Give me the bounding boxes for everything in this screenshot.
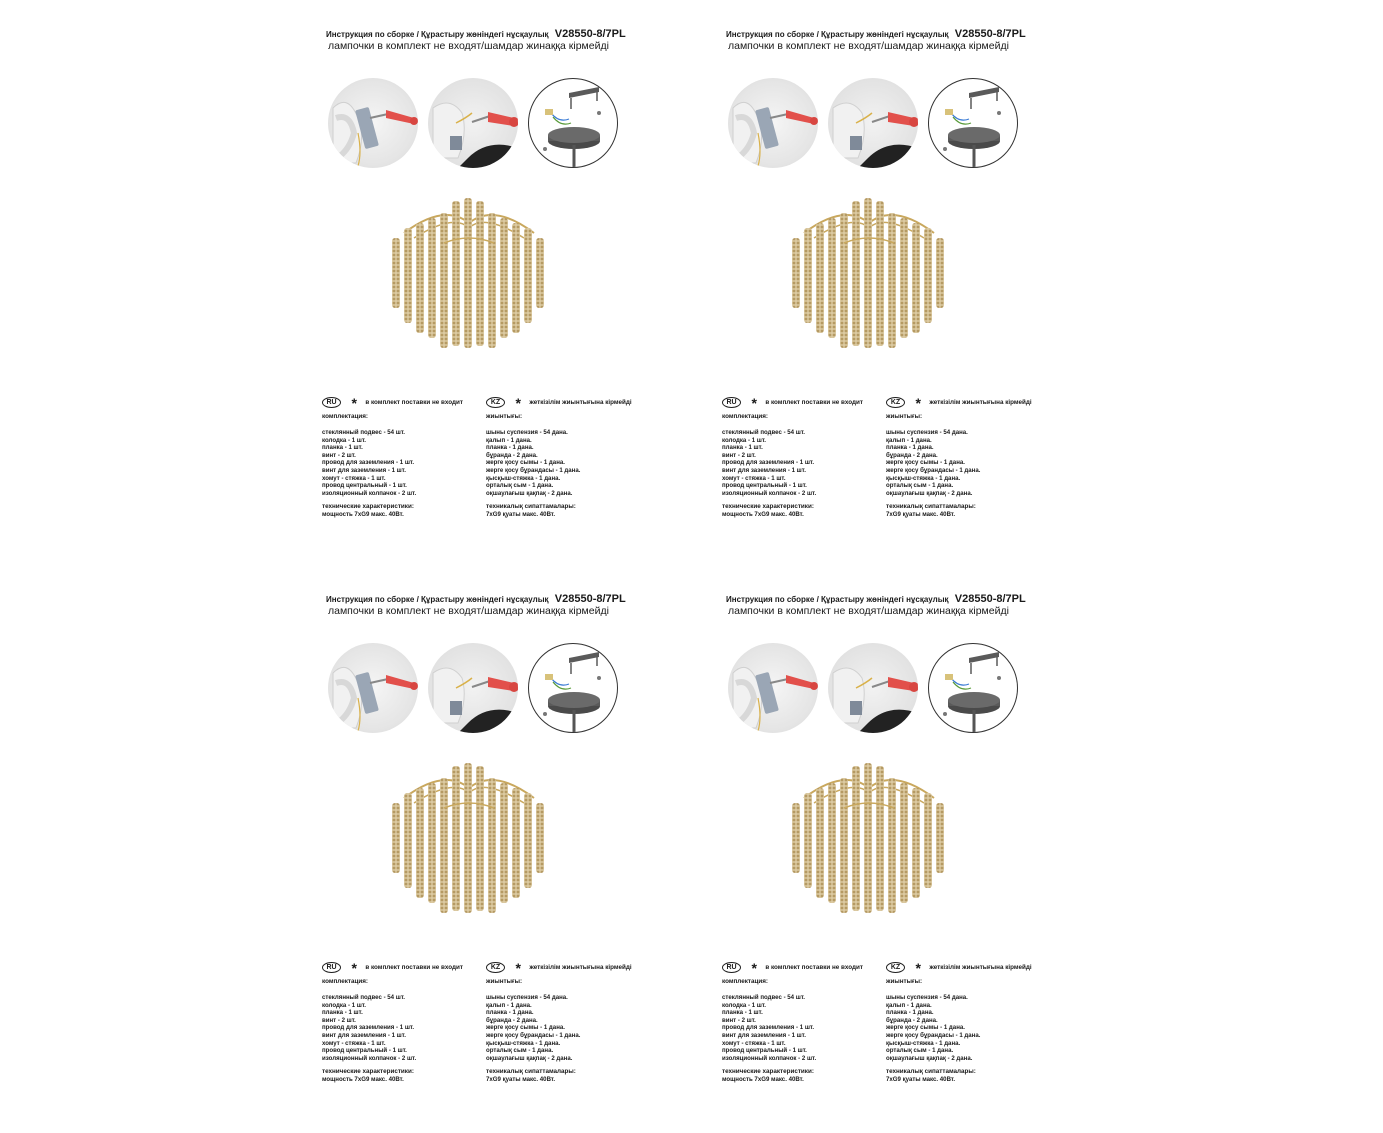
- step-1-photo: [728, 78, 818, 168]
- step-1-photo: [728, 643, 818, 733]
- ru-spec-title: технические характеристики:: [322, 503, 414, 511]
- kz-item: орталық сым - 1 дана.: [886, 482, 954, 490]
- kz-item: планка - 1 дана.: [486, 444, 534, 452]
- kz-item: шыны суспензия - 54 дана.: [486, 994, 568, 1001]
- ru-item: изоляционный колпачок - 2 шт.: [722, 1054, 817, 1062]
- asterisk-icon: *: [515, 959, 521, 976]
- kz-column: [886, 959, 1066, 1084]
- ru-items-list: [722, 994, 882, 1062]
- kz-set-title: жиынтығы:: [886, 413, 923, 420]
- screwdriver-terminal-icon: [828, 78, 918, 168]
- kz-item: қалып - 1 дана.: [486, 436, 532, 444]
- ru-item: колодка - 1 шт.: [322, 436, 366, 444]
- mounting-bracket-diagram-icon: [529, 79, 618, 168]
- kz-spec-value: 7xG9 қуаты макс. 40Вт.: [486, 1076, 556, 1084]
- kz-item: жерге қосу бұрандасы - 1 дана.: [486, 466, 581, 474]
- instruction-panel-2: [722, 28, 1082, 568]
- kz-items-list: [886, 429, 1066, 497]
- ru-item: винт для заземления - 1 шт.: [322, 1031, 406, 1039]
- kz-spec-value: 7xG9 қуаты макс. 40Вт.: [486, 511, 556, 519]
- ru-spec-value: мощность 7xG9 макс. 40Вт.: [722, 511, 804, 519]
- kz-item: шыны суспензия - 54 дана.: [486, 429, 568, 436]
- ru-set-title: комплектация:: [322, 978, 368, 985]
- ru-item: планка - 1 шт.: [722, 1009, 763, 1017]
- screwdriver-wiring-icon: [728, 643, 818, 733]
- ru-item: стеклянный подвес - 54 шт.: [322, 429, 405, 436]
- ru-item: колодка - 1 шт.: [722, 1001, 766, 1009]
- step-2-photo: [828, 78, 918, 168]
- ru-item: винт - 2 шт.: [722, 1016, 756, 1024]
- screwdriver-wiring-icon: [328, 643, 418, 733]
- ru-not-included-note: в комплект поставки не входит: [365, 399, 463, 407]
- kz-spec-value: 7xG9 қуаты макс. 40Вт.: [886, 1076, 956, 1084]
- kz-item: қалып - 1 дана.: [886, 436, 932, 444]
- kz-item: қалып - 1 дана.: [886, 1001, 932, 1009]
- ru-not-included-note: в комплект поставки не входит: [765, 399, 863, 407]
- bulbs-note: лампочки в комплект не входят/шамдар жинаққа кірмейді: [728, 40, 1009, 52]
- kz-badge: KZ: [486, 962, 505, 973]
- screwdriver-terminal-icon: [428, 78, 518, 168]
- ru-set-title: комплектация:: [722, 413, 768, 420]
- instruction-title: Инструкция по сборке / Құрастыру жөніндегі нұсқаулық: [726, 30, 949, 39]
- ru-item: стеклянный подвес - 54 шт.: [722, 994, 805, 1001]
- kz-legend: [486, 959, 666, 976]
- model-number: V28550-8/7PL: [954, 593, 1026, 605]
- kz-item: планка - 1 дана.: [486, 1009, 534, 1017]
- chandelier-illustration: [384, 758, 554, 918]
- kz-badge: KZ: [486, 397, 505, 408]
- kz-column: [886, 394, 1066, 519]
- ru-item: провод центральный - 1 шт.: [322, 482, 407, 490]
- bulbs-note: лампочки в комплект не входят/шамдар жинаққа кірмейді: [728, 605, 1009, 617]
- step-3-diagram: [928, 78, 1018, 168]
- asterisk-icon: *: [351, 959, 357, 976]
- kz-item: орталық сым - 1 дана.: [486, 1047, 554, 1055]
- ru-item: хомут - стяжка - 1 шт.: [722, 474, 786, 482]
- ru-item: изоляционный колпачок - 2 шт.: [322, 489, 417, 497]
- ru-column: [722, 959, 882, 1084]
- kz-item: бұранда - 2 дана.: [886, 451, 938, 459]
- ru-not-included-note: в комплект поставки не входит: [365, 964, 463, 972]
- ru-column: [322, 394, 482, 519]
- kz-spec-title: техникалық сипаттамалары:: [486, 1068, 576, 1076]
- ru-badge: RU: [322, 397, 341, 408]
- model-number: V28550-8/7PL: [954, 28, 1026, 40]
- ru-legend: [722, 959, 882, 976]
- kz-item: қысқыш-стяжка - 1 дана.: [886, 474, 961, 482]
- model-number: V28550-8/7PL: [554, 28, 626, 40]
- instruction-panel-3: [322, 593, 682, 1133]
- ru-item: провод для заземления - 1 шт.: [722, 459, 815, 467]
- kz-item: қысқыш-стяжка - 1 дана.: [486, 474, 561, 482]
- kz-item: оқшаулағыш қақпақ - 2 дана.: [886, 1054, 973, 1062]
- chandelier-illustration: [784, 758, 954, 918]
- kz-items-list: [486, 429, 666, 497]
- ru-spec-value: мощность 7xG9 макс. 40Вт.: [322, 1076, 404, 1084]
- ru-item: провод для заземления - 1 шт.: [322, 1024, 415, 1032]
- ru-item: изоляционный колпачок - 2 шт.: [722, 489, 817, 497]
- ru-item: провод центральный - 1 шт.: [722, 1047, 807, 1055]
- asterisk-icon: *: [751, 959, 757, 976]
- bulbs-note: лампочки в комплект не входят/шамдар жинаққа кірмейді: [328, 605, 609, 617]
- ru-set-title: комплектация:: [322, 413, 368, 420]
- ru-item: изоляционный колпачок - 2 шт.: [322, 1054, 417, 1062]
- ru-spec-value: мощность 7xG9 макс. 40Вт.: [722, 1076, 804, 1084]
- kz-item: оқшаулағыш қақпақ - 2 дана.: [486, 489, 573, 497]
- kz-item: жерге қосу сымы - 1 дана.: [886, 1024, 965, 1032]
- kz-items-list: [886, 994, 1066, 1062]
- asterisk-icon: *: [351, 394, 357, 411]
- kz-spec-title: техникалық сипаттамалары:: [886, 1068, 976, 1076]
- kz-not-included-note: жеткізілім жиынтығына кірмейді: [529, 964, 632, 972]
- ru-item: хомут - стяжка - 1 шт.: [722, 1039, 786, 1047]
- kz-item: қысқыш-стяжка - 1 дана.: [486, 1039, 561, 1047]
- mounting-bracket-diagram-icon: [529, 644, 618, 733]
- ru-items-list: [722, 429, 882, 497]
- kz-not-included-note: жеткізілім жиынтығына кірмейді: [929, 399, 1032, 407]
- bulbs-note: лампочки в комплект не входят/шамдар жинаққа кірмейді: [328, 40, 609, 52]
- ru-item: винт для заземления - 1 шт.: [722, 1031, 806, 1039]
- ru-items-list: [322, 429, 482, 497]
- kz-set-title: жиынтығы:: [486, 978, 523, 985]
- ru-badge: RU: [722, 397, 741, 408]
- ru-item: винт для заземления - 1 шт.: [322, 466, 406, 474]
- kz-item: планка - 1 дана.: [886, 444, 934, 452]
- kz-item: жерге қосу бұрандасы - 1 дана.: [486, 1031, 581, 1039]
- kz-item: орталық сым - 1 дана.: [486, 482, 554, 490]
- kz-spec-value: 7xG9 қуаты макс. 40Вт.: [886, 511, 956, 519]
- kz-items-list: [486, 994, 666, 1062]
- kz-legend: [886, 959, 1066, 976]
- step-1-photo: [328, 78, 418, 168]
- kz-badge: KZ: [886, 962, 905, 973]
- kz-item: қалып - 1 дана.: [486, 1001, 532, 1009]
- ru-spec-title: технические характеристики:: [722, 1068, 814, 1076]
- kz-badge: KZ: [886, 397, 905, 408]
- ru-item: стеклянный подвес - 54 шт.: [322, 994, 405, 1001]
- ru-item: колодка - 1 шт.: [722, 436, 766, 444]
- ru-item: хомут - стяжка - 1 шт.: [322, 474, 386, 482]
- kz-column: [486, 959, 666, 1084]
- model-number: V28550-8/7PL: [554, 593, 626, 605]
- ru-spec-title: технические характеристики:: [722, 503, 814, 511]
- ru-item: провод для заземления - 1 шт.: [322, 459, 415, 467]
- kz-item: бұранда - 2 дана.: [886, 1016, 938, 1024]
- ru-item: винт - 2 шт.: [722, 451, 756, 459]
- step-3-diagram: [928, 643, 1018, 733]
- ru-items-list: [322, 994, 482, 1062]
- ru-badge: RU: [722, 962, 741, 973]
- instruction-title: Инструкция по сборке / Құрастыру жөніндегі нұсқаулық: [326, 30, 549, 39]
- ru-item: планка - 1 шт.: [722, 444, 763, 452]
- ru-item: винт - 2 шт.: [322, 1016, 356, 1024]
- screwdriver-wiring-icon: [328, 78, 418, 168]
- ru-item: планка - 1 шт.: [322, 444, 363, 452]
- kz-item: шыны суспензия - 54 дана.: [886, 429, 968, 436]
- kz-spec-title: техникалық сипаттамалары:: [886, 503, 976, 511]
- step-3-diagram: [528, 643, 618, 733]
- asterisk-icon: *: [915, 959, 921, 976]
- ru-item: провод центральный - 1 шт.: [722, 482, 807, 490]
- ru-legend: [322, 959, 482, 976]
- mounting-bracket-diagram-icon: [929, 644, 1018, 733]
- kz-set-title: жиынтығы:: [486, 413, 523, 420]
- kz-item: бұранда - 2 дана.: [486, 451, 538, 459]
- kz-item: шыны суспензия - 54 дана.: [886, 994, 968, 1001]
- chandelier-illustration: [384, 193, 554, 353]
- ru-item: винт - 2 шт.: [322, 451, 356, 459]
- step-2-photo: [828, 643, 918, 733]
- step-3-diagram: [528, 78, 618, 168]
- kz-item: орталық сым - 1 дана.: [886, 1047, 954, 1055]
- instruction-title: Инструкция по сборке / Құрастыру жөніндегі нұсқаулық: [726, 595, 949, 604]
- ru-item: провод центральный - 1 шт.: [322, 1047, 407, 1055]
- screwdriver-wiring-icon: [728, 78, 818, 168]
- kz-item: оқшаулағыш қақпақ - 2 дана.: [486, 1054, 573, 1062]
- kz-item: жерге қосу сымы - 1 дана.: [886, 459, 965, 467]
- asterisk-icon: *: [915, 394, 921, 411]
- instruction-panel-4: [722, 593, 1082, 1133]
- kz-item: қысқыш-стяжка - 1 дана.: [886, 1039, 961, 1047]
- kz-item: планка - 1 дана.: [886, 1009, 934, 1017]
- ru-item: планка - 1 шт.: [322, 1009, 363, 1017]
- screwdriver-terminal-icon: [428, 643, 518, 733]
- kz-item: бұранда - 2 дана.: [486, 1016, 538, 1024]
- kz-column: [486, 394, 666, 519]
- kz-not-included-note: жеткізілім жиынтығына кірмейді: [529, 399, 632, 407]
- ru-spec-title: технические характеристики:: [322, 1068, 414, 1076]
- step-2-photo: [428, 78, 518, 168]
- mounting-bracket-diagram-icon: [929, 79, 1018, 168]
- asterisk-icon: *: [515, 394, 521, 411]
- ru-legend: [722, 394, 882, 411]
- ru-column: [722, 394, 882, 519]
- asterisk-icon: *: [751, 394, 757, 411]
- ru-legend: [322, 394, 482, 411]
- kz-item: жерге қосу сымы - 1 дана.: [486, 459, 565, 467]
- ru-set-title: комплектация:: [722, 978, 768, 985]
- kz-not-included-note: жеткізілім жиынтығына кірмейді: [929, 964, 1032, 972]
- screwdriver-terminal-icon: [828, 643, 918, 733]
- kz-item: жерге қосу бұрандасы - 1 дана.: [886, 1031, 981, 1039]
- kz-spec-title: техникалық сипаттамалары:: [486, 503, 576, 511]
- chandelier-illustration: [784, 193, 954, 353]
- ru-column: [322, 959, 482, 1084]
- ru-badge: RU: [322, 962, 341, 973]
- ru-not-included-note: в комплект поставки не входит: [765, 964, 863, 972]
- step-2-photo: [428, 643, 518, 733]
- ru-item: стеклянный подвес - 54 шт.: [722, 429, 805, 436]
- kz-set-title: жиынтығы:: [886, 978, 923, 985]
- kz-item: оқшаулағыш қақпақ - 2 дана.: [886, 489, 973, 497]
- kz-item: жерге қосу сымы - 1 дана.: [486, 1024, 565, 1032]
- step-1-photo: [328, 643, 418, 733]
- kz-legend: [486, 394, 666, 411]
- instruction-title: Инструкция по сборке / Құрастыру жөніндегі нұсқаулық: [326, 595, 549, 604]
- ru-item: хомут - стяжка - 1 шт.: [322, 1039, 386, 1047]
- ru-item: колодка - 1 шт.: [322, 1001, 366, 1009]
- ru-item: винт для заземления - 1 шт.: [722, 466, 806, 474]
- ru-spec-value: мощность 7xG9 макс. 40Вт.: [322, 511, 404, 519]
- instruction-panel-1: [322, 28, 682, 568]
- ru-item: провод для заземления - 1 шт.: [722, 1024, 815, 1032]
- kz-item: жерге қосу бұрандасы - 1 дана.: [886, 466, 981, 474]
- kz-legend: [886, 394, 1066, 411]
